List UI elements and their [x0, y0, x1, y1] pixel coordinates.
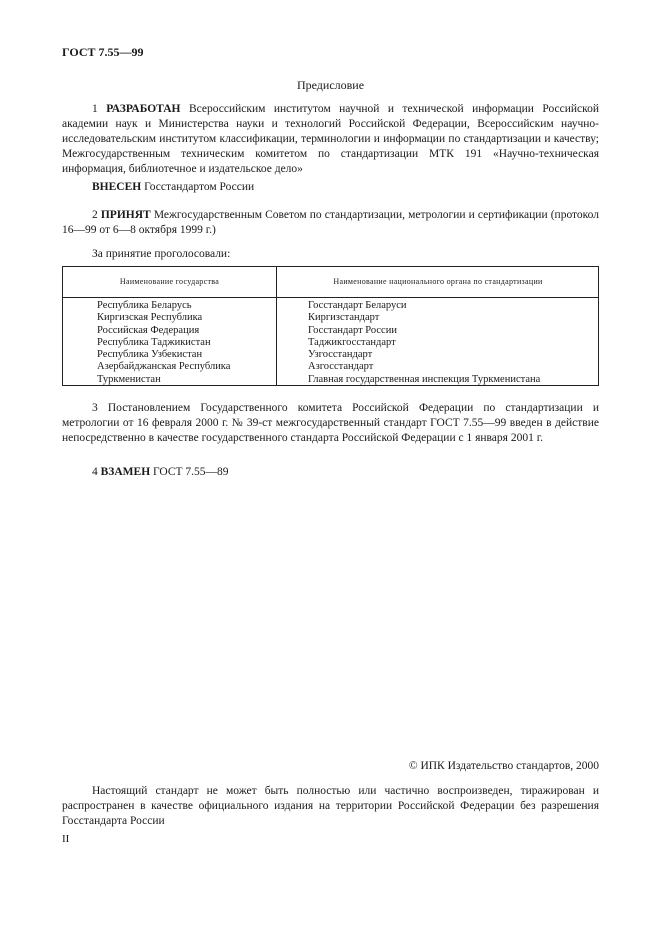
reproduction-notice: [62, 784, 599, 829]
developed-text: Всероссийским институтом научной и технической информации Российской академии наук и Министерства науки и технологий Российской Федерации, Всероссийским научно-исследовательским институтом классификации, терминологии и информации по стандартизации и качеству; Межгосударственным техническим комитетом по стандартизации МТК 191 «Научно-техническая информация, библиотечное и издательское дело»: [62, 103, 600, 175]
replaces-text: ГОСТ 7.55—89: [153, 466, 229, 478]
table-cell-country: Республика Узбекистан: [97, 349, 203, 361]
item-number: 2: [92, 209, 98, 221]
table-cell-country: Туркменистан: [97, 373, 161, 385]
table-header-state: Наименование государства: [119, 277, 220, 286]
voted-label: [62, 247, 599, 262]
reproduction-notice-text: Настоящий стандарт не может быть полностью или частично воспроизведен, тиражирован и распространен в качестве официального издания на территории Российской Федерации без разрешения Госстандарта России: [62, 785, 599, 827]
table-cell-body: Госстандарт Беларуси: [308, 300, 407, 311]
table-cell-country: Азербайджанская Республика: [97, 361, 231, 373]
table-cell-body: Азгосстандарт: [308, 361, 374, 373]
introduced-text: Госстандартом России: [144, 181, 255, 193]
introduced-keyword: ВНЕСЕН: [92, 181, 142, 193]
replaces-keyword: ВЗАМЕН: [100, 466, 151, 478]
section-heading: Предисловие: [296, 78, 365, 92]
table-header-divider: [63, 297, 598, 298]
introduced-paragraph: [62, 180, 599, 195]
table-cell-body: Главная государственная инспекция Туркменистана: [308, 373, 541, 385]
adopted-text: Межгосударственным Советом по стандартизации, метрологии и сертификации (протокол 16—99 от 6—8 октября 1999 г.): [62, 209, 600, 236]
enactment-paragraph: [62, 401, 599, 446]
table-cell-body: Госстандарт России: [308, 324, 397, 336]
table-cell-body: Киргизстандарт: [308, 312, 380, 324]
document-code: ГОСТ 7.55—99: [62, 45, 144, 59]
table-cell-country: Республика Беларусь: [97, 300, 192, 311]
enactment-text: Постановлением Государственного комитета Российской Федерации по стандартизации и метрологии от 16 февраля 2000 г. № 39-ст межгосударственный стандарт ГОСТ 7.55—99 введен в действие непосредственно в качестве государственного стандарта Российской Федерации с 1 января 2001 г.: [62, 402, 599, 444]
table-cell-country: Киргизская Республика: [97, 312, 203, 324]
developed-keyword: РАЗРАБОТАН: [106, 103, 181, 115]
item-number: 3: [92, 402, 98, 414]
page-number: II: [62, 833, 70, 845]
developed-paragraph: [62, 102, 599, 177]
table-cell-country: Российская Федерация: [97, 324, 200, 336]
item-number: 1: [92, 103, 98, 115]
body-column: [308, 300, 540, 386]
country-column: [97, 300, 230, 386]
voting-table: [62, 266, 599, 386]
copyright-notice: © ИПК Издательство стандартов, 2000: [408, 760, 599, 772]
item-number: 4: [92, 466, 98, 478]
table-cell-country: Республика Таджикистан: [97, 336, 211, 348]
table-cell-body: Таджикгосстандарт: [308, 336, 396, 348]
adopted-paragraph: [62, 208, 599, 238]
adopted-keyword: ПРИНЯТ: [100, 209, 151, 221]
table-cell-body: Узгосстандарт: [308, 349, 373, 361]
voted-label-text: За принятие проголосовали:: [92, 248, 231, 260]
table-header-body: Наименование национального органа по стандартизации: [333, 277, 543, 286]
replaces-paragraph: [62, 465, 599, 480]
